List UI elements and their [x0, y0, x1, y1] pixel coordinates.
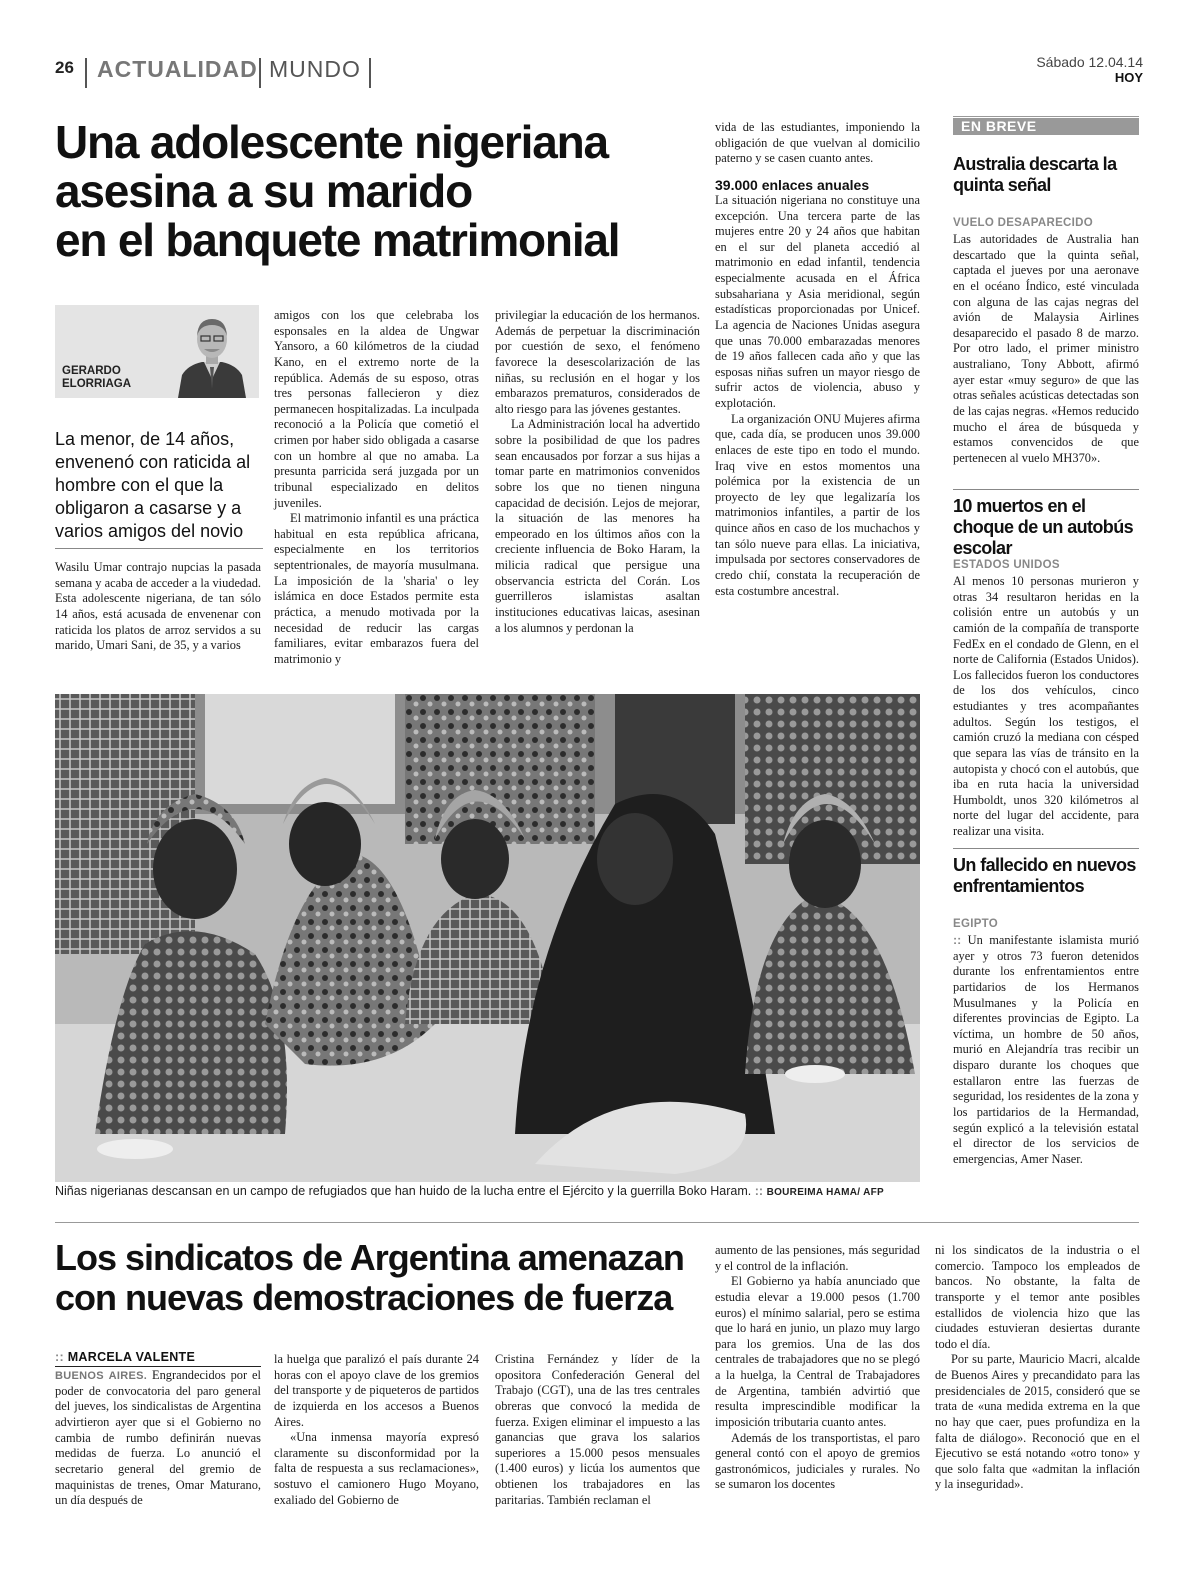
- brief-body: [953, 933, 1139, 1167]
- bottom-headline: [55, 1238, 715, 1317]
- bottom-story-column-2: [274, 1352, 479, 1508]
- byline-underline: [55, 1366, 261, 1367]
- brief-headline: Australia descarta la quinta señal: [953, 154, 1117, 196]
- subheading: 39.000 enlaces anuales: [715, 176, 870, 193]
- main-story-column-4: [715, 120, 920, 599]
- byline-marker: ::: [55, 1350, 64, 1364]
- credit-marker: ::: [754, 1184, 764, 1198]
- header-divider: [85, 58, 87, 88]
- page-number: 26: [55, 58, 74, 77]
- headline-line: en el banquete matrimonial: [55, 214, 620, 267]
- paragraph: privilegiar la educación de los hermanos. Además de perpetuar la discriminación por cuestión de sexo, el fenómeno favorece la desescolarización de las niñas, su reclusión en el hogar y los embarazos prematuros, considerados de alto riesgo para las jóvenes gestantes.: [495, 308, 700, 416]
- byline: [55, 1350, 195, 1364]
- brief-kicker: EGIPTO: [953, 918, 999, 930]
- headline-line: con nuevas demostraciones de fuerza: [55, 1276, 673, 1318]
- brief-headline: 10 muertos en el choque de un autobús escolar: [953, 496, 1133, 559]
- en-breve-label: EN BREVE: [961, 118, 1037, 134]
- main-story-column-3: [495, 308, 700, 636]
- paragraph: [55, 1368, 261, 1509]
- paragraph: Cristina Fernández y líder de la opositora Confederación General del Trabajo (CGT), una de las tres centrales obreras que convocó la medida de fuerza. Exigen eliminar el impuesto a las ganancias que grava los salarios superiores a 15.000 pesos mensuales (1.400 euros) y licúa los aumentos que obtienen los trabajadores en las paritarias. También reclaman el: [495, 1352, 700, 1507]
- photo-credit: BOUREIMA HAMA/ AFP: [766, 1187, 884, 1198]
- section-divider: [55, 1222, 1139, 1223]
- caption-text: Niñas nigerianas descansan en un campo de refugiados que han huido de la lucha entre el Ejército y la guerrilla Boko Haram.: [55, 1184, 752, 1198]
- paragraph: El Gobierno ya había anunciado que estudia elevar a 19.000 pesos (1.700 euros) el mínimo salarial, pero se estima que lo hará en junio, un plazo muy largo para los gremios. Una de las dos centrales de trabajadores que no se plegó a la huelga, la Central de Trabajadores de Argentina, también advirtió que resulta imprescindible modificar la imposición tributaria cuanto antes.: [715, 1274, 920, 1429]
- paragraph: La organización ONU Mujeres afirma que, cada día, se producen unos 39.000 enlaces de este tipo en todo el mundo. Iraq vive en estos momentos una polémica por la existencia de un proyecto de ley que legalizaría los matrimonios infantiles, a partir de los quince años en caso de los muchachos y tan sólo nueve para ellas. La iniciativa, impulsada por sectores conservadores de credo chií, constata la recuperación de esta costumbre ancestral.: [715, 411, 920, 598]
- paragraph: aumento de las pensiones, más seguridad y el control de la inflación.: [715, 1243, 920, 1273]
- divider: [953, 848, 1139, 849]
- paragraph: vida de las estudiantes, imponiendo la obligación de que vuelvan al domicilio paterno y se casen cuanto antes.: [715, 120, 920, 166]
- bottom-story-column-5: [935, 1243, 1140, 1493]
- author-name: [62, 365, 131, 391]
- main-headline: [55, 118, 715, 266]
- dateline: BUENOS AIRES.: [55, 1370, 148, 1382]
- paragraph: Wasilu Umar contrajo nupcias la pasada semana y acaba de acceder a la viudedad. Esta adolescente nigeriana, de tan sólo 14 años, está acusada de envenenar con raticida los platos de arroz servidos a su marido, Umari Sani, de 35, y a varios: [55, 560, 261, 653]
- publication-name: HOY: [1114, 70, 1143, 85]
- paragraph: La Administración local ha advertido sobre la posibilidad de que los padres sean encausados por forzar a sus hijas a tomar parte en matrimonios convenidos sobre los que no tienen ninguna capacidad de decisión. Lejos de mejorar, la situación de las menores ha empeorado en los últimos años con la creciente influencia de Boko Haram, la milicia radical que persigue una observancia estricta del Corán. Los guerrilleros islamistas asaltan instituciones educativas laicas, asesinan a los alumnos y perdonan la: [495, 417, 700, 635]
- paragraph: El matrimonio infantil es una práctica habitual en esta república africana, especialmente en los territorios septentrionales, de mayoría musulmana. La imposición de la 'sharia' o ley islámica en doce Estados permite esta práctica, a menudo motivada por la necesidad de reducir las cargas familiares, evitar embarazos fuera del matrimonio y: [274, 511, 479, 666]
- paragraph: «Una inmensa mayoría expresó claramente su disconformidad por la falta de respuesta a sus reclamaciones», sostuvo el camionero Hugo Moyano, exaliado del Gobierno de: [274, 1430, 479, 1507]
- brief-kicker: VUELO DESAPARECIDO: [953, 217, 1094, 229]
- divider: [953, 116, 1139, 117]
- headline-line: Los sindicatos de Argentina amenazan: [55, 1237, 684, 1278]
- byline-name: MARCELA VALENTE: [67, 1350, 196, 1364]
- bottom-story-column-4: [715, 1243, 920, 1493]
- paragraph: Además de los transportistas, el paro general contó con el apoyo de gremios gastronómicos, judiciales y rurales. No se sumaron los docentes: [715, 1430, 920, 1492]
- photo-caption: [55, 1184, 925, 1198]
- brief-body: Las autoridades de Australia han descartado que la quinta señal, captada el jueves por una aeronave en el océano Índico, esté vinculada con alguna de las cajas negras del avión de Malaysia Airlines desaparecido el pasado 8 de marzo. Por otro lado, el primer ministro australiano, Tony Abbott, afirmó ayer estar «muy seguro» de que las otras señales acústicas detectadas son de las cajas negras. «Hemos reducido mucho el área de búsqueda y estamos convencidos de que pertenecen al vuelo MH370».: [953, 232, 1139, 465]
- bottom-story-column-1: [55, 1368, 261, 1509]
- brief-marker: ::: [953, 933, 962, 947]
- standfirst: La menor, de 14 años, envenenó con raticida al hombre con el que la obligaron a casarse y a varios amigos del novio: [55, 429, 251, 542]
- brief-kicker: ESTADOS UNIDOS: [953, 559, 1060, 571]
- brief-headline: Un fallecido en nuevos enfrentamientos: [953, 855, 1136, 897]
- main-story-column-1: [55, 560, 261, 654]
- author-last-name: ELORRIAGA: [62, 378, 131, 391]
- headline-line: asesina a su marido: [55, 165, 472, 218]
- author-portrait: [172, 309, 252, 398]
- paragraph-text: Engrandecidos por el poder de convocatoria del paro general del jueves, los sindicalistas de Argentina advirtieron ayer que si el Gobierno no cambia de rumbo definirán nuevas medidas de fuerza. Lo anunció el secretario general del gremio de maquinistas de trenes, Omar Maturano, un día después de: [55, 1368, 261, 1508]
- header-divider: [259, 58, 261, 88]
- brief-body: Al menos 10 personas murieron y otras 34 resultaron heridas en la colisión entre un autobús y un camión de la compañía de transporte FedEx en el condado de Glenn, en el norte de California (Estados Unidos). Los fallecidos fueron los conductores de los dos vehículos, cinco estudiantes y tres acompañantes adultos. Según los testigos, el camión cruzó la mediana con césped que separa las vías de tránsito en la autopista y chocó con el autobús, que iba en ruta hacia la universidad Humboldt, unos 320 kilómetros al norte del lugar del accidente, para realizar una visita.: [953, 574, 1139, 838]
- paragraph: la huelga que paralizó el país durante 24 horas con el apoyo clave de los gremios del transporte y de piqueteros de partidos de izquierda en los accesos a Buenos Aires.: [274, 1352, 479, 1429]
- issue-date: Sábado 12.04.14: [1036, 54, 1143, 70]
- brief-text: Un manifestante islamista murió ayer y otros 73 fueron detenidos durante los enfrentamientos entre partidarios de los Hermanos Musulmanes y la Policía en diferentes provincias de Egipto. La víctima, un hombre de 50 años, murió en Alejandría tras recibir un disparo durante los choques que estallaron entre las fuerzas de seguridad, los residentes de la zona y los partidarios de la Hermandad, según explicó a la televisión estatal el director de los servicios de emergencias, Amer Naser.: [953, 933, 1139, 1166]
- divider: [55, 548, 263, 549]
- header-divider: [369, 58, 371, 88]
- subsection-label: MUNDO: [269, 56, 361, 82]
- paragraph: amigos con los que celebraba los esponsales en la aldea de Ungwar Yansoro, a 60 kilómetros de la ciudad Kano, en el extremo norte de la república. Además de su esposo, otras tres personas fallecieron y diez permanecen hospitalizadas. La inculpada reconoció a la Policía que cometió el crimen por haber sido obligada a casarse con un hombre al que no amaba. La presunta parricida será juzgada por un tribunal especializado en delitos juveniles.: [274, 308, 479, 510]
- main-story-column-2: [274, 308, 479, 667]
- headline-line: Una adolescente nigeriana: [55, 116, 608, 168]
- paragraph: La situación nigeriana no constituye una excepción. Una tercera parte de las mujeres entre 20 y 24 años que habitan en el sur del planeta accedió al matrimonio en edad infantil, tendencia especialmente acusada en el África subsahariana y Asia meridional, según estadísticas proporcionadas por Unicef. La agencia de Naciones Unidas asegura que unas 70.000 embarazadas menores de 19 años fallecen cada año y que las esposas niñas sufren un mayor riesgo de sufrir actos de violencia, abuso y explotación.: [715, 192, 920, 410]
- paragraph: Por su parte, Mauricio Macri, alcalde de Buenos Aires y precandidato para las presidenciales de 2015, consideró que se trata de «una medida extrema en la que no hay que caer, pues profundiza en la falta de diálogo». Reconoció que en el Ejecutivo se está notando «otro tono» y que solo falta que «admitan la inflación y la inseguridad».: [935, 1352, 1140, 1492]
- news-photo: [55, 694, 920, 1182]
- author-first-name: GERARDO: [62, 365, 121, 377]
- divider: [953, 489, 1139, 490]
- bottom-story-column-3: [495, 1352, 700, 1508]
- paragraph: ni los sindicatos de la industria o el comercio. Tampoco los empleados de bancos. No obstante, la falta de transporte y el temor ante posibles estallidos de violencia hizo que las ciudades estuvieran desiertas durante todo el día.: [935, 1243, 1140, 1351]
- section-label: ACTUALIDAD: [97, 56, 258, 82]
